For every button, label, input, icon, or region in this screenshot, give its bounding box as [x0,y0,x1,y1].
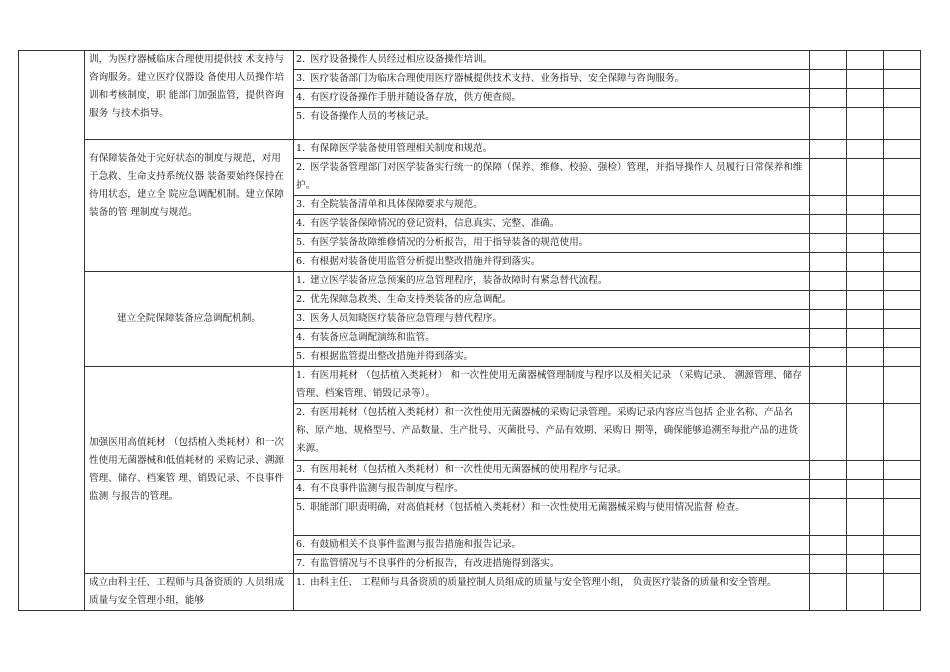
item-number: 1. [296,275,306,286]
item-cell [294,367,810,404]
item-text: 医疗装备部门为临床合理使用医疗器械提供技术支持、业务指导、安全保障与咨询服务。 [310,73,685,84]
score-cell [884,461,921,480]
score-cell [884,253,921,272]
item-text: 有医学装备故障维修情况的分析报告，用于指导装备的规范使用。 [310,237,589,248]
score-cell [884,89,921,108]
score-cell [847,108,884,140]
score-cell [810,253,847,272]
item-text: 有不良事件监测与报告制度与程序。 [310,483,464,494]
item-cell [294,536,810,555]
item-number: 3. [296,73,306,84]
item-number: 3. [296,199,306,210]
item-cell [294,253,810,272]
score-cell [884,215,921,234]
score-cell [810,310,847,329]
item-number: 2. [296,294,306,305]
score-cell [810,367,847,404]
item-number: 5. [296,351,306,362]
item-cell [294,310,810,329]
score-cell [884,310,921,329]
score-cell [810,480,847,499]
score-cell [847,196,884,215]
item-text: 有保障医学装备使用管理相关制度和规范。 [310,143,493,154]
score-cell [810,159,847,196]
score-cell [847,367,884,404]
item-cell [294,215,810,234]
score-cell [810,70,847,89]
item-number: 1. [296,577,306,588]
score-cell [810,272,847,291]
item-number: 7. [296,558,306,569]
item-number: 4. [296,483,306,494]
item-text: 医学装备管理部门对医学装备实行统一的保障（保养、维修、校验、强检）管理，并指导操作人 员履行日常保养和维护。 [296,162,803,191]
item-text: 有医疗设备操作手册并随设备存放，供方便查阅。 [310,92,522,103]
score-cell [884,234,921,253]
item-number: 3. [296,313,306,324]
item-number: 6. [296,539,306,550]
item-text: 职能部门职责明确，对高值耗材（包括植入类耗材）和一次性使用无菌器械采购与使用情况监督 检查。 [310,502,745,513]
item-cell [294,159,810,196]
item-cell [294,348,810,367]
item-number: 5. [296,502,306,513]
score-cell [847,291,884,310]
item-cell [294,234,810,253]
score-cell [847,70,884,89]
item-cell [294,291,810,310]
item-cell [294,555,810,574]
score-cell [847,272,884,291]
item-text: 由科主任、 工程师与具备资质的质量控制人员组成的质量与安全管理小组， 负责医疗装备的质量和安全管理。 [310,577,777,588]
score-cell [847,89,884,108]
item-text: 有装备应急调配演练和监管。 [310,332,435,343]
score-cell [810,140,847,159]
standards-table [18,50,921,611]
score-cell [847,310,884,329]
score-cell [884,51,921,70]
score-cell [810,291,847,310]
item-text: 有鼓励相关不良事件监测与报告措施和报告记录。 [310,539,522,550]
item-number: 1. [296,370,306,381]
score-cell [884,196,921,215]
score-cell [847,215,884,234]
score-cell [847,404,884,461]
item-cell [294,272,810,291]
score-cell [847,348,884,367]
item-cell [294,329,810,348]
score-cell [810,196,847,215]
item-text: 优先保障急救类、生命支持类装备的应急调配。 [310,294,512,305]
category-column [19,51,85,611]
item-number: 2. [296,407,306,418]
item-number: 2. [296,54,306,65]
standard-cell: 有保障装备处于完好状态的制度与规范，对用于急救、生命支持系统仪器 装备要始终保持在待用状态，建立全 院应急调配机制。建立保障装备的管 理制度与规范。 [85,140,294,272]
score-cell [847,253,884,272]
item-text: 建立医学装备应急预案的应急管理程序，装备故障时有紧急替代流程。 [310,275,608,286]
score-cell [884,291,921,310]
score-cell [847,574,884,611]
score-cell [884,555,921,574]
item-text: 有监管情况与不良事件的分析报告，有改进措施得到落实。 [310,558,560,569]
score-cell [810,108,847,140]
score-cell [847,461,884,480]
score-cell [847,480,884,499]
item-text: 有根据对装备使用监管分析提出整改措施并得到落实。 [310,256,541,267]
score-cell [884,348,921,367]
score-cell [810,536,847,555]
item-cell [294,51,810,70]
item-number: 5. [296,237,306,248]
score-cell [810,461,847,480]
score-cell [884,272,921,291]
standard-cell: 加强医用高值耗材 （包括植入类耗材）和一次性使用无菌器械和低值耗材的 采购记录、溯源管理、储存、档案管 理、销毁记录、不良事件监测 与报告的管理。 [85,367,294,574]
item-number: 4. [296,218,306,229]
score-cell [847,159,884,196]
item-cell [294,196,810,215]
item-text: 有设备操作人员的考核记录。 [310,111,435,122]
score-cell [847,555,884,574]
standard-cell: 建立全院保障装备应急调配机制。 [85,272,294,367]
score-cell [810,234,847,253]
item-cell [294,499,810,536]
score-cell [884,108,921,140]
item-cell [294,461,810,480]
score-cell [847,140,884,159]
score-cell [884,329,921,348]
score-cell [810,499,847,536]
item-number: 1. [296,143,306,154]
standard-cell: 训，为医疗器械临床合理使用提供技 术支持与咨询服务。建立医疗仪器设 备使用人员操作培训和考核制度，职 能部门加强监管，提供咨询服务 与技术指导。 [85,51,294,140]
score-cell [884,499,921,536]
item-cell [294,480,810,499]
item-cell [294,108,810,140]
score-cell [847,329,884,348]
score-cell [884,536,921,555]
score-cell [884,367,921,404]
item-cell [294,89,810,108]
score-cell [810,215,847,234]
score-cell [884,574,921,611]
item-text: 有医学装备保障情况的登记资料，信息真实、完整、准确。 [310,218,560,229]
item-number: 4. [296,92,306,103]
score-cell [884,140,921,159]
score-cell [847,51,884,70]
standard-cell: 成立由科主任、工程师与具备资质的 人员组成质量与安全管理小组，能够 [85,574,294,611]
score-cell [847,234,884,253]
score-cell [810,555,847,574]
score-cell [810,89,847,108]
item-cell [294,574,810,611]
score-cell [810,51,847,70]
score-cell [884,159,921,196]
item-text: 有医用耗材（包括植入类耗材）和一次性使用无菌器械的使用程序与记录。 [310,464,627,475]
item-number: 6. [296,256,306,267]
score-cell [810,329,847,348]
item-cell [294,140,810,159]
score-cell [884,480,921,499]
score-cell [847,536,884,555]
item-text: 有全院装备清单和具体保障要求与规范。 [310,199,483,210]
score-cell [810,404,847,461]
score-cell [810,574,847,611]
item-text: 医疗设备操作人员经过相应设备操作培训。 [310,54,493,65]
item-text: 有医用耗材（包括植入类耗材）和一次性使用无菌器械的采购记录管理。采购记录内容应当包括 企业名称、产品名称、原产地、规格型号、产品数量、生产批号、灭菌批号、产品有效期、采购日 期等，确保能够追溯至每批产品的进货来源。 [296,407,798,454]
item-text: 有根据监管提出整改措施并得到落实。 [310,351,474,362]
score-cell [884,70,921,89]
item-text: 有医用耗材 （包括植入类耗材） 和一次性使用无菌器械管理制度与程序以及相关记录 （采购记录、 溯源管理、储存管理、档案管理、销毁记录等）。 [296,370,802,399]
item-number: 4. [296,332,306,343]
item-number: 3. [296,464,306,475]
score-cell [810,348,847,367]
score-cell [884,404,921,461]
item-cell [294,70,810,89]
item-cell [294,404,810,461]
item-text: 医务人员知晓医疗装备应急管理与替代程序。 [310,313,502,324]
score-cell [847,499,884,536]
item-number: 5. [296,111,306,122]
item-number: 2. [296,162,306,173]
